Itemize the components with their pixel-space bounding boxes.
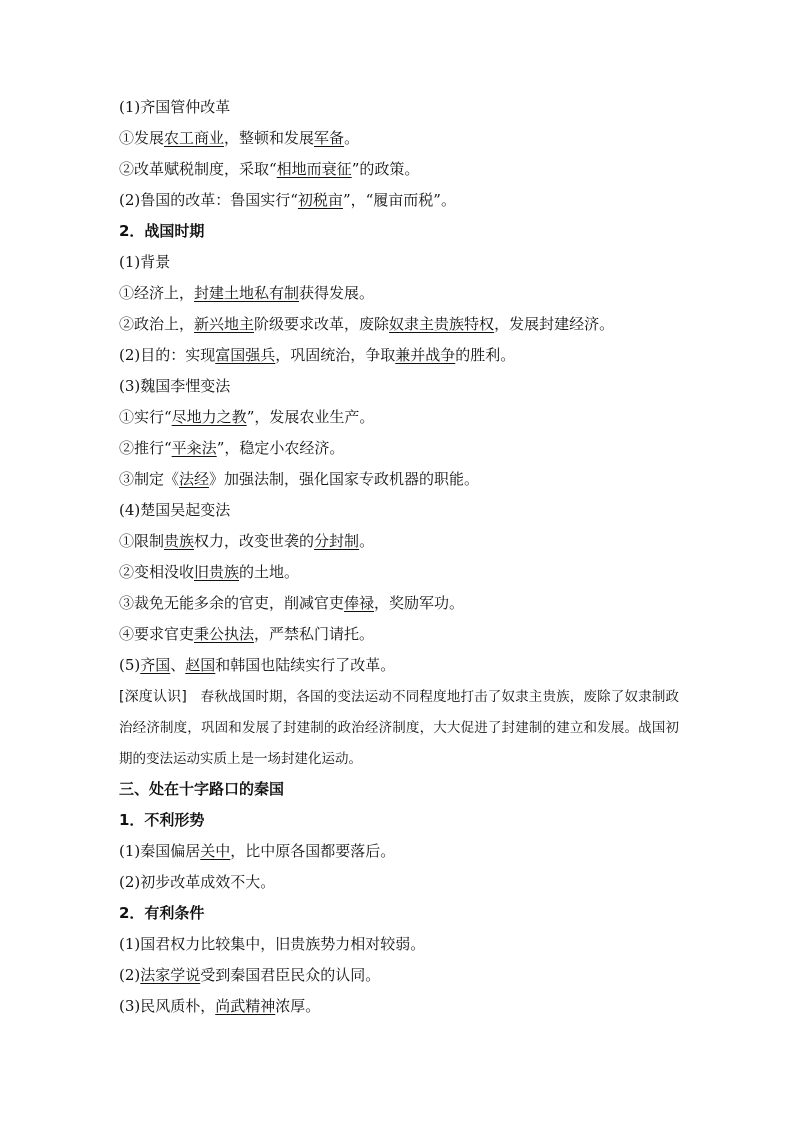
item-chu-1: ①限制贵族权力，改变世袭的分封制。: [119, 532, 375, 550]
item-wei-2: ②推行“平籴法”，稳定小农经济。: [119, 439, 345, 457]
item-chu-4: ④要求官吏秉公执法，严禁私门请托。: [119, 625, 375, 643]
heading-purpose: (2)目的：实现富国强兵，巩固统治，争取兼并战争的胜利。: [119, 346, 516, 364]
item-qi-1: ①发展农工商业，整顿和发展军备。: [119, 129, 360, 147]
item-qi-2: ②改革赋税制度，采取“相地而衰征”的政策。: [119, 160, 420, 178]
note-tag: [深度认识]: [119, 689, 187, 705]
item-wei-1: ①实行“尽地力之教”，发展农业生产。: [119, 408, 375, 426]
heading-chu-wuqi: (4)楚国吴起变法: [119, 501, 231, 519]
item-background-2: ②政治上，新兴地主阶级要求改革，废除奴隶主贵族特权，发展封建经济。: [119, 315, 615, 333]
note-text: 春秋战国时期，各国的变法运动不同程度地打击了奴隶主贵族，废除了奴隶制政治经济制度，巩固和发展了封建制的政治经济制度，大大促进了封建制的建立和发展。战国初期的变法运动实质上是一场封建化运动。: [119, 689, 680, 767]
item-chu-2: ②变相没收旧贵族的土地。: [119, 563, 300, 581]
heading-qi-guanzhong: (1)齐国管仲改革: [119, 98, 231, 116]
item-favorable-3: (3)民风质朴，尚武精神浓厚。: [119, 997, 321, 1015]
section-favorable: 2．有利条件: [119, 904, 205, 922]
item-unfavorable-2: (2)初步改革成效不大。: [119, 873, 276, 891]
item-background-1: ①经济上，封建土地私有制获得发展。: [119, 284, 375, 302]
section-warring-states: 2．战国时期: [119, 222, 205, 240]
item-chu-3: ③裁免无能多余的官吏，削减官吏俸禄，奖励军功。: [119, 594, 465, 612]
heading-background: (1)背景: [119, 253, 171, 271]
section-unfavorable: 1．不利形势: [119, 811, 205, 829]
item-unfavorable-1: (1)秦国偏居关中，比中原各国都要落后。: [119, 842, 396, 860]
section-qin-crossroads: 三、处在十字路口的秦国: [119, 780, 285, 798]
item-favorable-1: (1)国君权力比较集中，旧贵族势力相对较弱。: [119, 935, 426, 953]
item-favorable-2: (2)法家学说受到秦国君臣民众的认同。: [119, 966, 381, 984]
deep-understanding-note: [119, 682, 679, 775]
item-wei-3: ③制定《法经》加强法制，强化国家专政机器的职能。: [119, 470, 480, 488]
heading-wei-likui: (3)魏国李悝变法: [119, 377, 231, 395]
heading-lu-reform: (2)鲁国的改革：鲁国实行“初税亩”，“履亩而税”。: [119, 191, 456, 209]
item-other-states: (5)齐国、赵国和韩国也陆续实行了改革。: [119, 656, 396, 674]
